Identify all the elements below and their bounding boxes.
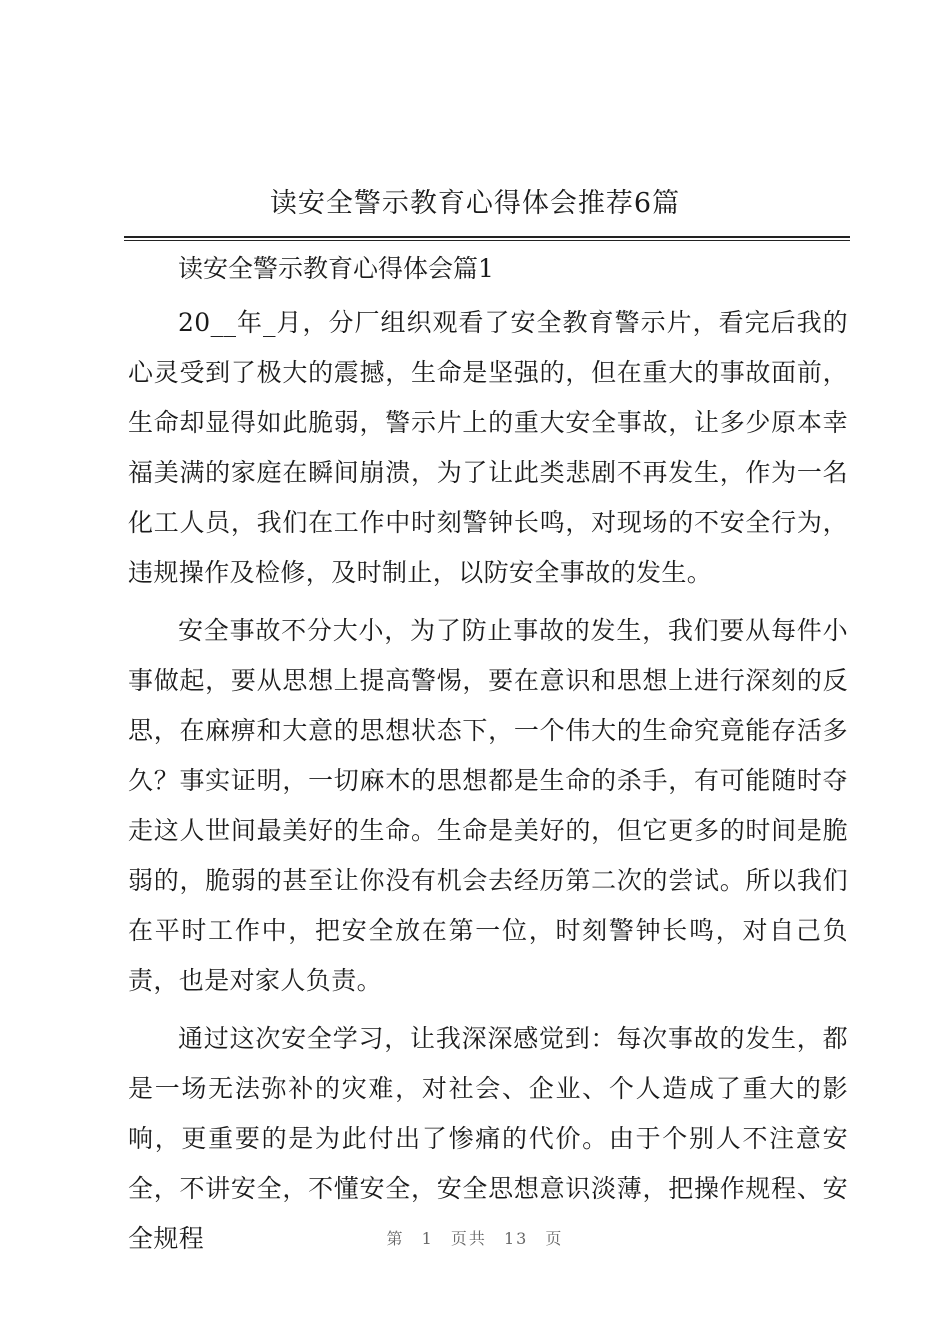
paragraph: 20__年_月，分厂组织观看了安全教育警示片，看完后我的心灵受到了极大的震撼，生命是坚强的，但在重大的事故面前，生命却显得如此脆弱，警示片上的重大安全事故，让多少原本幸福美满的家庭在瞬间崩溃，为了让此类悲剧不再发生，作为一名化工人员，我们在工作中时刻警钟长鸣，对现场的不安全行为，违规操作及检修，及时制止，以防安全事故的发生。 [128, 308, 848, 587]
document-title: 读安全警示教育心得体会推荐6篇 [269, 188, 681, 219]
section-heading: 读安全警示教育心得体会篇1 [178, 254, 494, 283]
paragraph: 安全事故不分大小，为了防止事故的发生，我们要从每件小事做起，要从思想上提高警惕，要在意识和思想上进行深刻的反思，在麻痹和大意的思想状态下，一个伟大的生命究竟能存活多久？事实证明，一切麻木的思想都是生命的杀手，有可能随时夺走这人世间最美好的生命。生命是美好的，但它更多的时间是脆弱的，脆弱的甚至让你没有机会去经历第二次的尝试。所以我们在平时工作中，把安全放在第一位，时刻警钟长鸣，对自己负责，也是对家人负责。 [128, 616, 848, 995]
page-number-footer: 第 1 页共 13 页 [386, 1229, 564, 1248]
title-divider [124, 236, 850, 241]
document-body [128, 248, 848, 1264]
paragraph: 通过这次安全学习，让我深深感觉到：每次事故的发生，都是一场无法弥补的灾难，对社会、企业、个人造成了重大的影响，更重要的是为此付出了惨痛的代价。由于个别人不注意安全，不讲安全，不懂安全，安全思想意识淡薄，把操作规程、安全规程 [128, 1024, 848, 1253]
